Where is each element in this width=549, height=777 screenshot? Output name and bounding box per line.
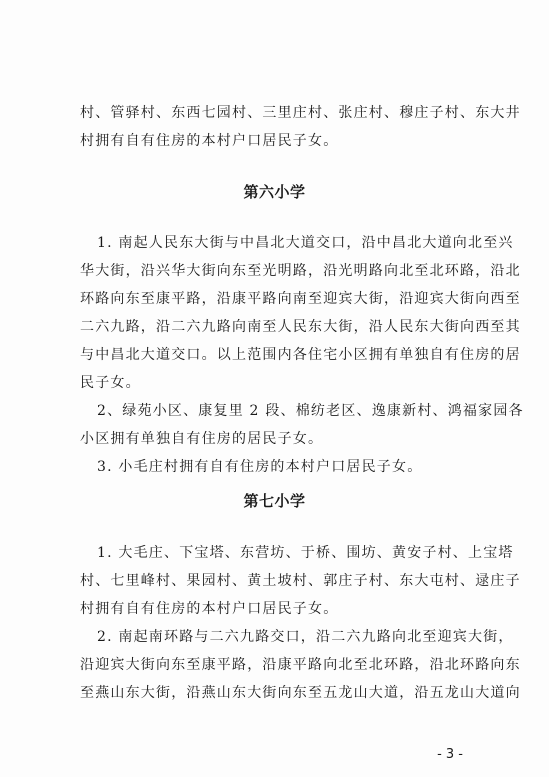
paragraph-line: 二六九路，沿二六九路向南至人民东大街，沿人民东大街向西至其 — [80, 319, 521, 335]
paragraph-line: 民子女。 — [80, 375, 141, 391]
paragraph-line: 2. 南起南环路与二六九路交口，沿二六九路向北至迎宾大街， — [97, 629, 514, 645]
paragraph-line: 村拥有自有住房的本村户口居民子女。 — [80, 601, 339, 617]
paragraph-line: 村、七里峰村、果园村、黄土坡村、郭庄子村、东大屯村、逯庄子 — [80, 573, 521, 589]
page-number: - 3 - — [437, 747, 463, 762]
paragraph-line: 2、绿苑小区、康复里 2 段、棉纺老区、逸康新村、鸿福家园各 — [97, 403, 524, 419]
paragraph-line: 小区拥有单独自有住房的居民子女。 — [80, 431, 324, 447]
paragraph-line: 1. 南起人民东大街与中昌北大道交口，沿中昌北大道向北至兴 — [97, 235, 514, 251]
paragraph-line: 沿迎宾大街向东至康平路，沿康平路向北至北环路，沿北环路向东 — [80, 657, 521, 673]
paragraph-line: 与中昌北大道交口。以上范围内各住宅小区拥有单独自有住房的居 — [80, 347, 521, 363]
intro-line: 村、管驿村、东西七园村、三里庄村、张庄村、穆庄子村、东大井 — [80, 105, 521, 121]
section-heading: 第六小学 — [243, 183, 306, 201]
paragraph-line: 3. 小毛庄村拥有自有住房的本村户口居民子女。 — [97, 459, 423, 475]
paragraph-line: 华大街，沿兴华大街向东至光明路，沿光明路向北至北环路，沿北 — [80, 263, 521, 279]
paragraph-line: 1. 大毛庄、下宝塔、东营坊、于桥、围坊、黄安子村、上宝塔 — [97, 545, 514, 561]
paragraph-line: 环路向东至康平路，沿康平路向南至迎宾大街，沿迎宾大街向西至 — [80, 291, 521, 307]
section-heading: 第七小学 — [243, 492, 306, 510]
intro-line: 村拥有自有住房的本村户口居民子女。 — [80, 133, 339, 149]
paragraph-line: 至燕山东大街，沿燕山东大街向东至五龙山大道，沿五龙山大道向 — [80, 685, 521, 701]
